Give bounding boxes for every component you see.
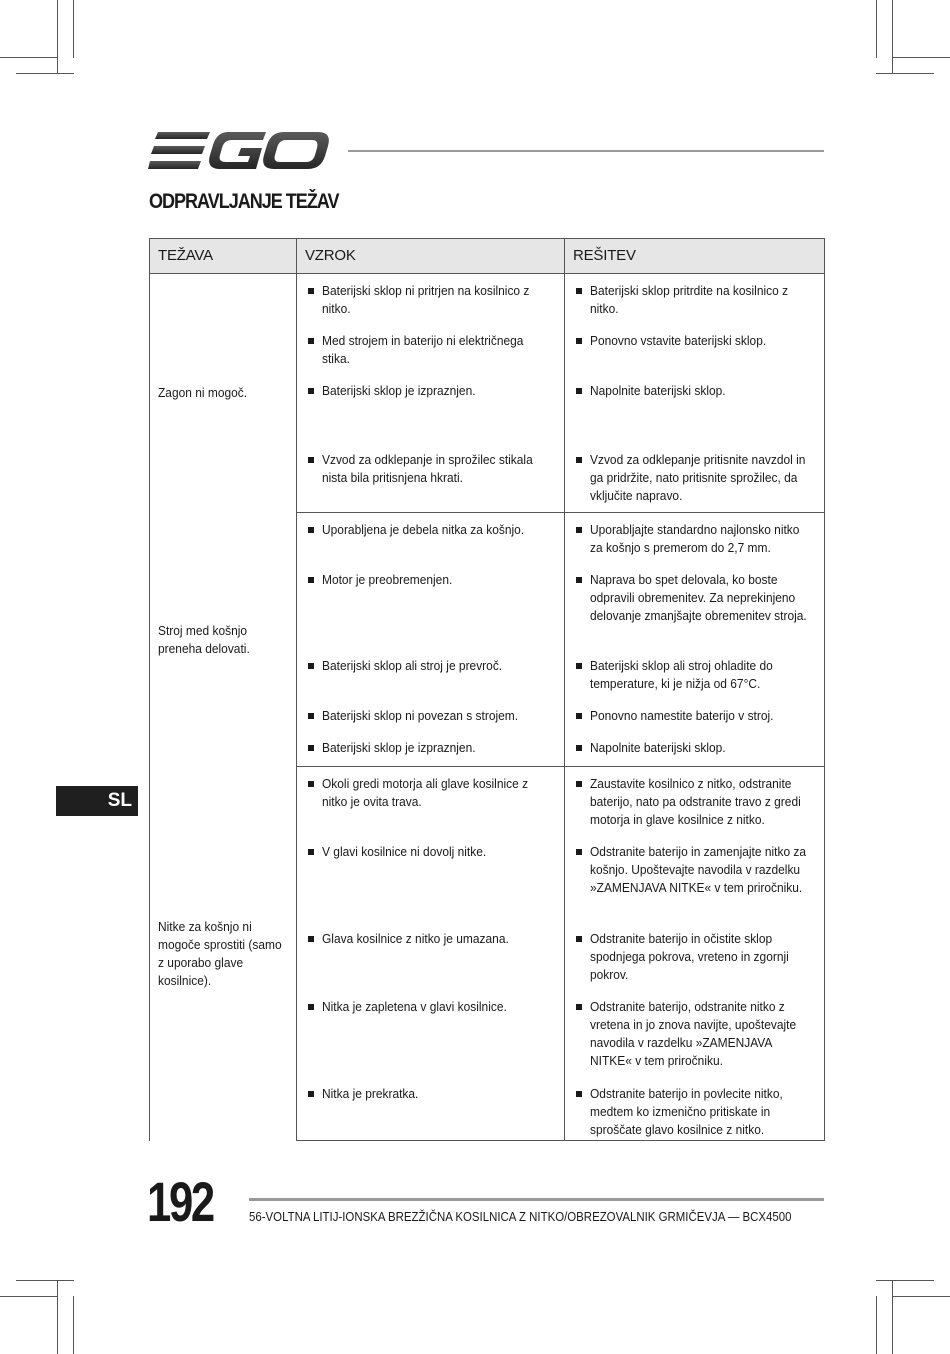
bullet-icon [576, 527, 582, 533]
bullet-icon [308, 849, 314, 855]
problem-text: Nitke za košnjo ni mogoče sprostiti (samo z uporabo glave kosilnice). [158, 918, 282, 988]
bullet-icon [576, 577, 582, 583]
solution-text: Baterijski sklop ali stroj ohladite do temperature, ki je nižja od 67°C. [590, 658, 773, 691]
solution-text: Odstranite baterijo in zamenjajte nitko za košnjo. Upoštevajte navodila v razdelku »ZAMENJAVA NITKE« v tem priročniku. [590, 844, 807, 895]
table-row [150, 274, 825, 332]
crop-mark [876, 1280, 934, 1281]
solution-text: Zaustavite kosilnico z nitko, odstranite baterijo, nato pa odstranite travo z gredi motorja in glave kosilnice z nitko. [590, 776, 801, 827]
cause-text: Med strojem in baterijo ni električnega stika. [322, 333, 524, 366]
bullet-icon [576, 849, 582, 855]
bullet-icon [576, 457, 582, 463]
crop-mark [73, 0, 74, 58]
crop-mark [73, 1296, 74, 1354]
cause-text: Vzvod za odklepanje in sprožilec stikala nista bila pritisnjena hkrati. [322, 452, 533, 485]
bullet-icon [308, 457, 314, 463]
cause-text: Nitka je prekratka. [322, 1086, 419, 1101]
column-header-solution: REŠITEV [565, 239, 825, 274]
solution-text: Odstranite baterijo, odstranite nitko z vretena in jo znova navijte, upoštevajte navodila v razdelku »ZAMENJAVA NITKE« v tem priročniku. [590, 999, 797, 1068]
bullet-icon [576, 1004, 582, 1010]
cause-text: Glava kosilnice z nitko je umazana. [322, 931, 509, 946]
crop-mark [57, 1280, 58, 1354]
cause-text: Baterijski sklop je izpraznjen. [322, 740, 476, 755]
solution-text: Ponovno namestite baterijo v stroj. [590, 708, 774, 723]
page-title: ODPRAVLJANJE TEŽAV [149, 190, 339, 213]
crop-mark [892, 0, 893, 74]
column-header-problem: TEŽAVA [150, 239, 297, 274]
header-rule [348, 150, 824, 152]
bullet-icon [308, 1091, 314, 1097]
footer-product-title: 56-VOLTNA LITIJ-IONSKA BREZŽIČNA KOSILNICA Z NITKO/OBREZOVALNIK GRMIČEVJA — BCX4500 [249, 1209, 792, 1224]
table-row [150, 767, 825, 843]
solution-text: Uporabljajte standardno najlonsko nitko za košnjo s premerom do 2,7 mm. [590, 522, 800, 555]
problem-text: Zagon ni mogoč. [158, 385, 248, 401]
bullet-icon [308, 713, 314, 719]
crop-mark [892, 1296, 950, 1297]
cause-text: Baterijski sklop ali stroj je prevroč. [322, 658, 503, 673]
bullet-icon [576, 936, 582, 942]
cause-text: Baterijski sklop ni povezan s strojem. [322, 708, 519, 723]
solution-text: Odstranite baterijo in povlecite nitko, medtem ko izmenično pritiskate in sproščate glavo kosilnice z nitko. [590, 1086, 783, 1137]
bullet-icon [576, 388, 582, 394]
bullet-icon [308, 663, 314, 669]
bullet-icon [308, 288, 314, 294]
bullet-icon [576, 338, 582, 344]
bullet-icon [308, 745, 314, 751]
bullet-icon [308, 936, 314, 942]
bullet-icon [576, 781, 582, 787]
crop-mark [0, 57, 58, 58]
footer-rule [249, 1198, 824, 1201]
cause-text: Motor je preobremenjen. [322, 572, 453, 587]
crop-mark [16, 1280, 74, 1281]
crop-mark [57, 0, 58, 74]
crop-mark [876, 73, 934, 74]
bullet-icon [576, 745, 582, 751]
solution-text: Naprava bo spet delovala, ko boste odpravili obremenitev. Za neprekinjeno delovanje zmanjšajte obremenitev stroja. [590, 572, 807, 623]
bullet-icon [576, 1091, 582, 1097]
solution-text: Napolnite baterijski sklop. [590, 383, 726, 398]
bullet-icon [576, 713, 582, 719]
problem-cell [150, 513, 297, 767]
solution-text: Vzvod za odklepanje pritisnite navzdol in ga pridržite, nato pritisnite sprožilec, da vključite napravo. [590, 452, 806, 503]
solution-text: Ponovno vstavite baterijski sklop. [590, 333, 767, 348]
crop-mark [16, 73, 74, 74]
crop-mark [876, 0, 877, 58]
ego-logo [148, 128, 332, 174]
page-number: 192 [147, 1170, 213, 1233]
table-header-row [150, 239, 825, 274]
language-tab: SL [56, 786, 138, 816]
crop-mark [876, 1296, 877, 1354]
crop-mark [892, 1280, 893, 1354]
bullet-icon [308, 527, 314, 533]
cause-text: Okoli gredi motorja ali glave kosilnice z nitko je ovita trava. [322, 776, 529, 809]
problem-text: Stroj med košnjo preneha delovati. [158, 622, 250, 656]
bullet-icon [308, 577, 314, 583]
solution-text: Baterijski sklop pritrdite na kosilnico z nitko. [590, 283, 789, 316]
column-header-cause: VZROK [297, 239, 565, 274]
bullet-icon [308, 781, 314, 787]
troubleshooting-table [149, 238, 825, 1141]
cause-text: V glavi kosilnice ni dovolj nitke. [322, 844, 487, 859]
problem-cell [150, 274, 297, 513]
problem-cell [150, 767, 297, 1141]
bullet-icon [576, 663, 582, 669]
bullet-icon [308, 388, 314, 394]
bullet-icon [308, 1004, 314, 1010]
solution-text: Napolnite baterijski sklop. [590, 740, 726, 755]
crop-mark [892, 57, 950, 58]
cause-text: Nitka je zapletena v glavi kosilnice. [322, 999, 507, 1014]
cause-text: Baterijski sklop je izpraznjen. [322, 383, 476, 398]
bullet-icon [308, 338, 314, 344]
cause-text: Uporabljena je debela nitka za košnjo. [322, 522, 525, 537]
bullet-icon [576, 288, 582, 294]
crop-mark [0, 1296, 58, 1297]
solution-text: Odstranite baterijo in očistite sklop spodnjega pokrova, vreteno in zgornji pokrov. [590, 931, 789, 982]
table-row [150, 513, 825, 571]
cause-text: Baterijski sklop ni pritrjen na kosilnico z nitko. [322, 283, 530, 316]
